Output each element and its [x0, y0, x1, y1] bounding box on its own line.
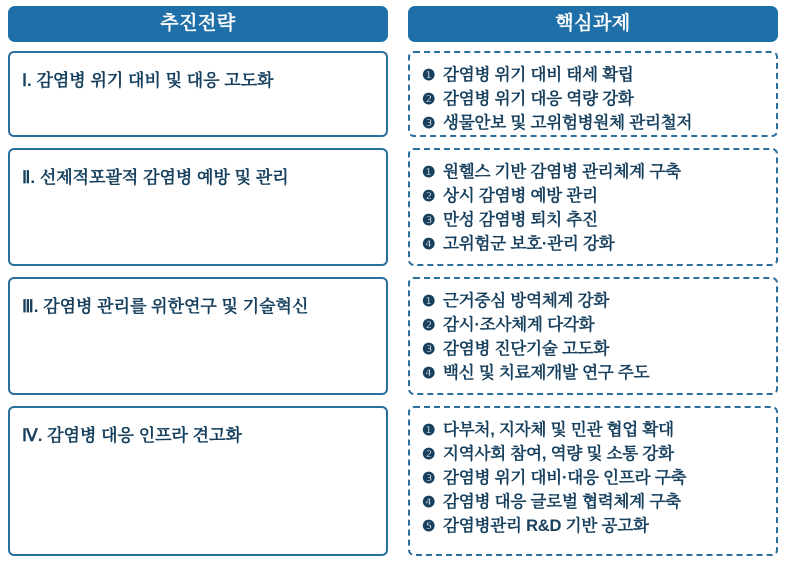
task-label: 감염병 대응 글로벌 협력체계 구축	[443, 492, 681, 511]
task-item	[422, 491, 768, 515]
task-item	[422, 185, 768, 209]
task-item	[422, 88, 768, 112]
task-item	[422, 338, 768, 362]
strategy-label: Ⅳ. 감염병 대응 인프라 견고화	[22, 426, 242, 445]
task-item	[422, 64, 768, 88]
task-label: 백신 및 치료제개발 연구 주도	[443, 363, 650, 382]
task-label: 감염병관리 R&D 기반 공고화	[443, 516, 649, 535]
task-number: ❸	[422, 211, 436, 229]
task-item	[422, 362, 768, 386]
strategy-box	[8, 148, 388, 266]
tasks-box	[408, 148, 778, 266]
tasks-box	[408, 277, 778, 395]
task-label: 고위험군 보호·관리 강화	[443, 234, 615, 253]
strategy-label: Ⅱ. 선제적포괄적 감염병 예방 및 관리	[22, 168, 289, 187]
strategy-box	[8, 406, 388, 556]
header-tasks: 핵심과제	[408, 6, 778, 42]
task-label: 만성 감염병 퇴치 추진	[443, 210, 598, 229]
task-label: 지역사회 참여, 역량 및 소통 강화	[443, 444, 674, 463]
diagram-row	[8, 406, 787, 556]
task-number: ❷	[422, 187, 436, 205]
task-number: ❶	[422, 67, 436, 84]
tasks-box	[408, 406, 778, 556]
task-number: ❷	[422, 445, 436, 463]
task-item	[422, 209, 768, 233]
tasks-box	[408, 51, 778, 137]
task-label: 감시·조사체계 다각화	[443, 315, 595, 334]
task-number: ❶	[422, 164, 436, 181]
diagram-row	[8, 51, 787, 137]
task-label: 감염병 위기 대비·대응 인프라 구축	[443, 468, 687, 487]
task-number: ❷	[422, 90, 436, 108]
task-number: ❹	[422, 364, 436, 382]
task-number: ❷	[422, 316, 436, 334]
task-item	[422, 515, 768, 539]
task-label: 생물안보 및 고위험병원체 관리철저	[443, 113, 693, 132]
strategy-box	[8, 51, 388, 137]
task-item	[422, 161, 768, 185]
task-item	[422, 467, 768, 491]
task-number: ❸	[422, 114, 436, 132]
strategy-label: Ⅰ. 감염병 위기 대비 및 대응 고도화	[22, 71, 274, 90]
task-number: ❸	[422, 340, 436, 358]
task-number: ❶	[422, 293, 436, 310]
strategy-label: Ⅲ. 감염병 관리를 위한연구 및 기술혁신	[22, 297, 309, 316]
task-label: 상시 감염병 예방 관리	[443, 186, 598, 205]
task-item	[422, 112, 768, 136]
task-label: 감염병 위기 대비 태세 확립	[443, 66, 634, 84]
header-row	[8, 6, 787, 42]
task-number: ❹	[422, 493, 436, 511]
diagram-row	[8, 148, 787, 266]
task-number: ❹	[422, 235, 436, 253]
task-item	[422, 443, 768, 467]
task-item	[422, 233, 768, 257]
task-number: ❺	[422, 517, 436, 535]
task-item	[422, 290, 768, 314]
task-label: 원헬스 기반 감염병 관리체계 구축	[443, 163, 681, 181]
task-number: ❶	[422, 422, 436, 439]
task-label: 감염병 진단기술 고도화	[443, 339, 610, 358]
task-item	[422, 419, 768, 443]
task-item	[422, 314, 768, 338]
strategy-box	[8, 277, 388, 395]
diagram-row	[8, 277, 787, 395]
task-number: ❸	[422, 469, 436, 487]
task-label: 근거중심 방역체계 강화	[443, 292, 610, 310]
task-label: 다부처, 지자체 및 민관 협업 확대	[443, 421, 674, 439]
header-strategy: 추진전략	[8, 6, 388, 42]
task-label: 감염병 위기 대응 역량 강화	[443, 89, 634, 108]
